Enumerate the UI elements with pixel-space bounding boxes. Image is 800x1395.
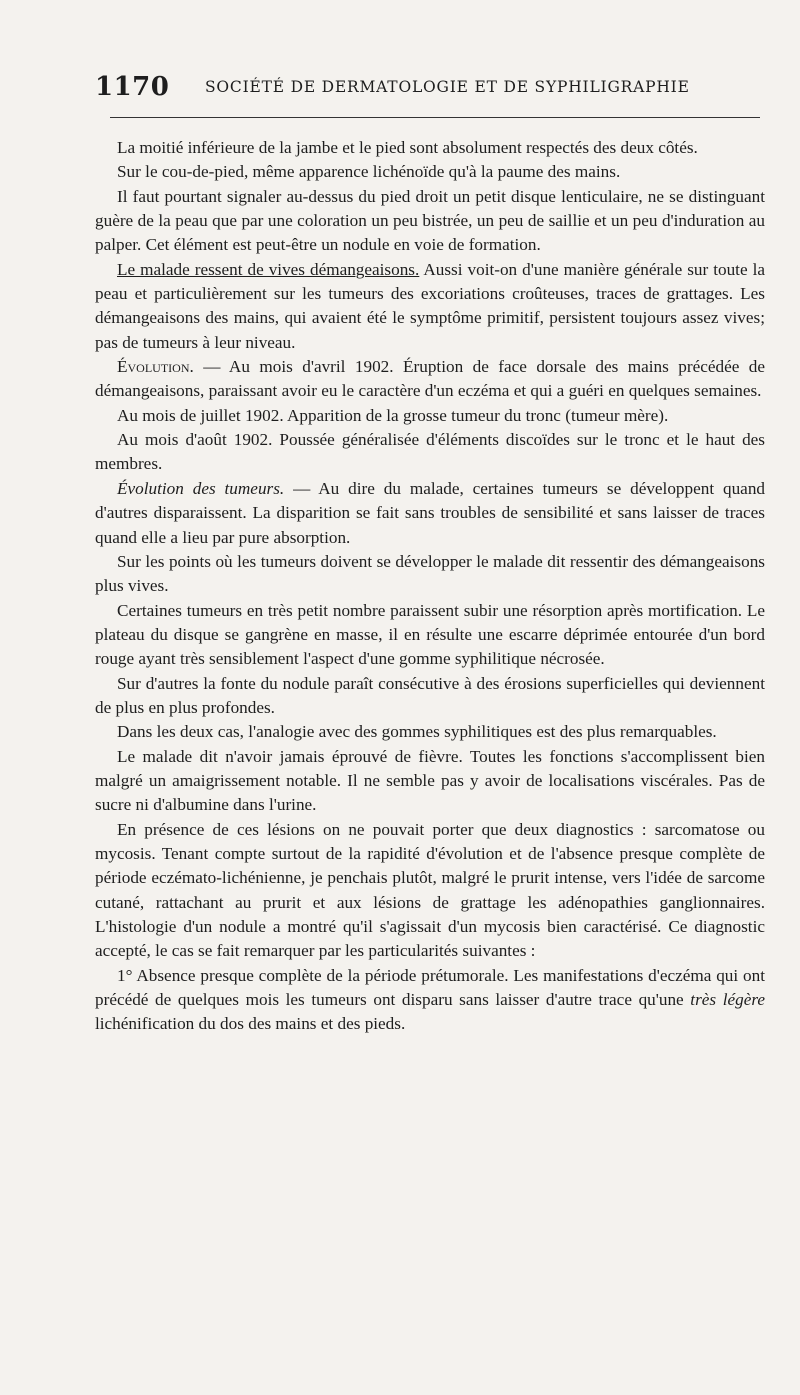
paragraph: La moitié inférieure de la jambe et le pied sont absolument respectés des deux côtés. [117,138,698,157]
paragraph: Évolution des tumeurs. — Au dire du malade, certaines tumeurs se développent quand d'autres disparaissent. La disparition se fait sans troubles de sensibilité et sans laisser de traces quand elle a lieu par pure absorption. [95,478,766,547]
paragraph: 1° Absence presque complète de la période prétumorale. Les manifestations d'eczéma qui ont précédé de quelques mois les tumeurs ont disparu sans laisser d'autre trace qu'une très légère lichénification du dos des mains et des pieds. [95,965,766,1034]
paragraph: Il faut pourtant signaler au-dessus du pied droit un petit disque lenticulaire, ne se distinguant guère de la peau que par une coloration un peu bistrée, un peu de saillie et un peu d'induration au palper. Cet élément est peut-être un nodule en voie de formation. [95,186,765,255]
header-rule [110,117,760,118]
paragraph: Certaines tumeurs en très petit nombre paraissent subir une résorption après mortification. Le plateau du disque se gangrène en masse, il en résulte une escarre déprimée entourée d'un bord rouge ayant très sensiblement l'aspect d'une gomme syphilitique nécrosée. [95,600,765,669]
paragraph: Au mois d'août 1902. Poussée généralisée d'éléments discoïdes sur le tronc et le haut des membres. [95,430,765,474]
paragraph: Le malade ressent de vives démangeaisons. Aussi voit-on d'une manière générale sur toute la peau et particulièrement sur les tumeurs des excoriations croûteuses, traces de grattages. Les démangeaisons des mains, qui avaient été le symptôme primitif, persistent toujours assez vives; pas de tumeurs à leur niveau. [95,259,765,352]
page-number: 1170 [95,72,170,102]
section-heading-evolution: Évolution. [117,357,194,377]
paragraph: Sur les points où les tumeurs doivent se développer le malade dit ressentir des démangeaisons plus vives. [95,551,765,596]
paragraph: Dans les deux cas, l'analogie avec des gommes syphilitiques est des plus remarquables. [117,722,717,742]
running-head: SOCIÉTÉ DE DERMATOLOGIE ET DE SYPHILIGRAPHIE [205,78,690,96]
paragraph: Sur d'autres la fonte du nodule paraît consécutive à des érosions superficielles qui deviennent de plus en plus profondes. [95,673,765,717]
paragraph: Évolution. — Au mois d'avril 1902. Éruption de face dorsale des mains précédée de démangeaisons, paraissant avoir eu le caractère d'un eczéma et qui a guéri en quelques semaines. [95,357,765,401]
paragraph: En présence de ces lésions on ne pouvait porter que deux diagnostics : sarcomatose ou mycosis. Tenant compte surtout de la rapidité d'évolution et de l'absence presque complète de période eczémato-lichénienne, je penchais plutôt, malgré le prurit intense, vers l'idée de sarcome cutané, rattachant au prurit et aux lésions de grattage les adénopathies ganglionnaires. L'histologie d'un nodule a montré qu'il s'agissait d'un mycosis bien caractérisé. Ce diagnostic accepté, le cas se fait remarquer par les particularités suivantes : [95,819,765,961]
section-heading-evolution-tumeurs: Évolution des tumeurs. [117,478,285,498]
emphasis: très légère [690,990,766,1010]
underlined-phrase: Le malade ressent de vives démangeaisons. [117,259,420,279]
paragraph: Le malade dit n'avoir jamais éprouvé de fièvre. Toutes les fonctions s'accomplissent bien malgré un amaigrissement notable. Il ne semble pas y avoir de localisations viscérales. Pas de sucre ni d'albumine dans l'urine. [95,746,765,815]
paragraph: Sur le cou-de-pied, même apparence lichénoïde qu'à la paume des mains. [117,162,621,182]
body-text [95,136,765,1037]
page-header [95,72,775,106]
paragraph: Au mois de juillet 1902. Apparition de la grosse tumeur du tronc (tumeur mère). [117,405,669,425]
